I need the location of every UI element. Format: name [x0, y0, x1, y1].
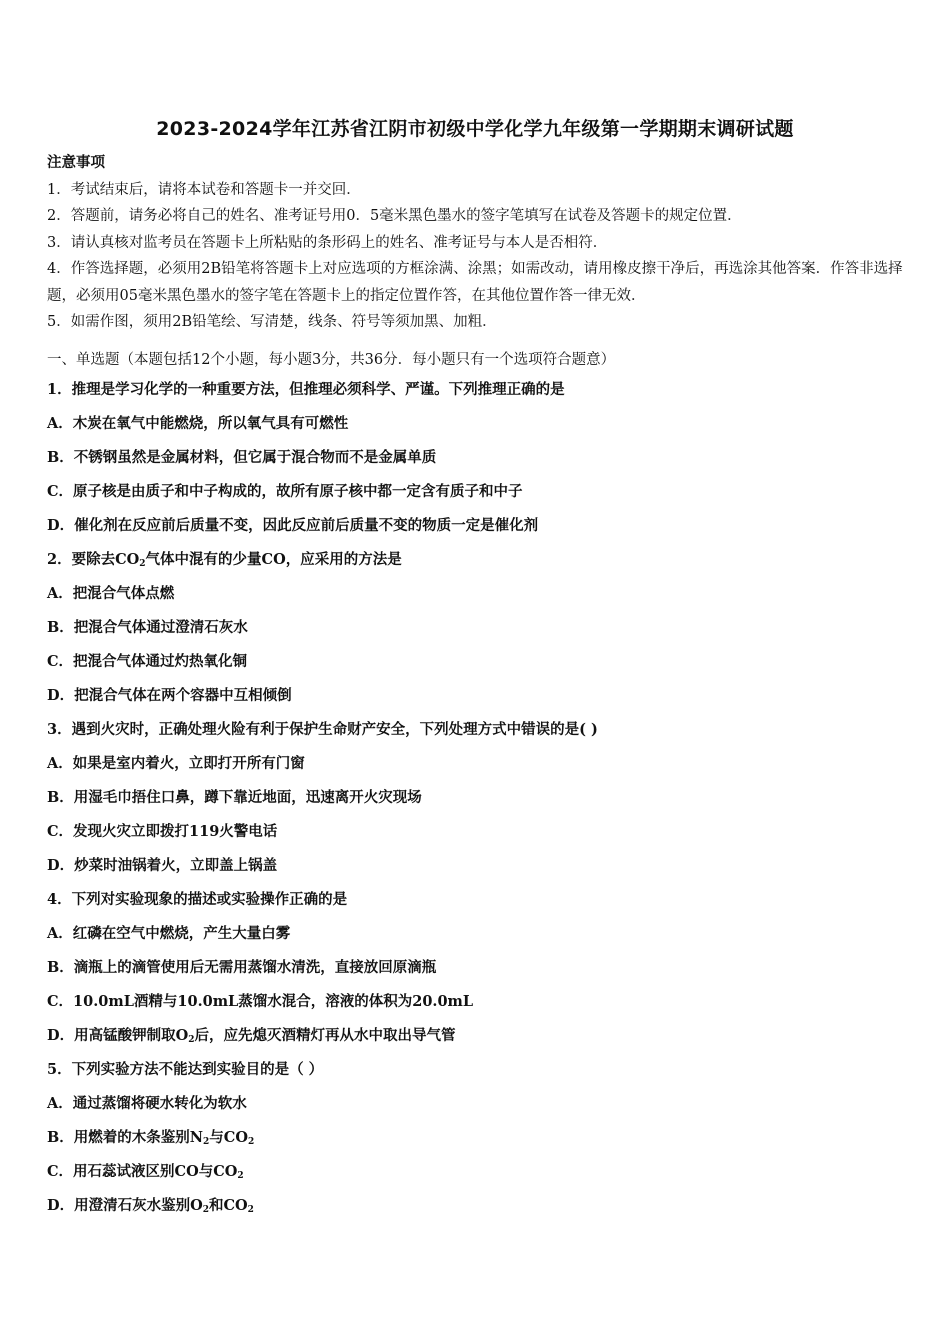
notice-heading: 注意事项: [47, 154, 105, 171]
question-stem: 4．下列对实验现象的描述或实验操作正确的是: [47, 891, 348, 908]
option-b: B．用湿毛巾捂住口鼻，蹲下靠近地面，迅速离开火灾现场: [47, 789, 422, 806]
notice-item: 5．如需作图，须用2B铅笔绘、写清楚，线条、符号等须加黑、加粗．: [47, 314, 497, 330]
option-text: 后，应先熄灭酒精灯再从水中取出导气管: [194, 1027, 456, 1044]
question-stem: 5．下列实验方法不能达到实验目的是（ ）: [47, 1061, 324, 1078]
option-d: D．催化剂在反应前后质量不变，因此反应前后质量不变的物质一定是催化剂: [47, 517, 539, 534]
stem-text: 气体中混有的少量CO，应采用的方法是: [145, 551, 402, 568]
option-c: [47, 1155, 907, 1189]
option-c: C．10.0mL酒精与10.0mL蒸馏水混合，溶液的体积为20.0mL: [47, 993, 474, 1010]
subscript: 2: [203, 1137, 210, 1147]
option-b: B．滴瓶上的滴管使用后无需用蒸馏水清洗，直接放回原滴瓶: [47, 959, 437, 976]
option-c: C．把混合气体通过灼热氧化铜: [47, 653, 248, 670]
option-d: D．把混合气体在两个容器中互相倾倒: [47, 687, 292, 704]
option-d: [47, 1019, 907, 1053]
option-d: D．炒菜时油锅着火，立即盖上锅盖: [47, 857, 278, 874]
subscript: 2: [247, 1205, 254, 1215]
subscript: 2: [139, 559, 146, 569]
option-c: C．发现火灾立即拨打119火警电话: [47, 823, 278, 840]
option-c: C．原子核是由质子和中子构成的，故所有原子核中都一定含有质子和中子: [47, 483, 523, 500]
option-text: D．用高锰酸钾制取O: [47, 1027, 189, 1044]
notice-item: 3．请认真核对监考员在答题卡上所粘贴的条形码上的姓名、准考证号与本人是否相符．: [47, 234, 608, 251]
section-heading: 一、单选题（本题包括12个小题，每小题3分，共36分．每小题只有一个选项符合题意）: [47, 352, 616, 368]
page-title: 2023-2024学年江苏省江阴市初级中学化学九年级第一学期期末调研试题: [156, 118, 794, 140]
notice-item: 1．考试结束后，请将本试卷和答题卡一并交回．: [47, 181, 361, 198]
question-stem: 3．遇到火灾时，正确处理火险有利于保护生命财产安全，下列处理方式中错误的是( ): [47, 721, 598, 738]
subscript: 2: [237, 1171, 244, 1181]
option-b: [47, 1121, 907, 1155]
option-text: 和CO: [208, 1197, 248, 1214]
option-a: A．木炭在氧气中能燃烧，所以氧气具有可燃性: [47, 415, 349, 432]
option-b: B．把混合气体通过澄清石灰水: [47, 619, 248, 636]
stem-text: 2．要除去CO: [47, 551, 140, 568]
question-stem: 1．推理是学习化学的一种重要方法，但推理必须科学、严谨。下列推理正确的是: [47, 381, 565, 398]
option-text: D．用澄清石灰水鉴别O: [47, 1197, 203, 1214]
option-a: A．通过蒸馏将硬水转化为软水: [47, 1095, 247, 1112]
subscript: 2: [247, 1137, 255, 1147]
option-text: 与CO: [209, 1129, 248, 1146]
subscript: 2: [202, 1205, 209, 1215]
notice-block: [47, 150, 907, 336]
question-stem: [47, 543, 907, 577]
option-text: B．用燃着的木条鉴别N: [47, 1129, 204, 1146]
option-text: C．用石蕊试液区别CO与CO: [47, 1163, 238, 1180]
option-b: B．不锈钢虽然是金属材料，但它属于混合物而不是金属单质: [47, 449, 437, 466]
option-d: [47, 1189, 907, 1223]
subscript: 2: [188, 1035, 195, 1045]
single-choice-section: [47, 347, 907, 1223]
notice-item: 4．作答选择题，必须用2B铅笔将答题卡上对应选项的方框涂满、涂黑；如需改动，请用橡皮擦干净后，再选涂其他答案．作答非选择题，必须用05毫米黑色墨水的签字笔在答题卡上的指定位置作答，在其他位置作答一律无效．: [47, 261, 903, 304]
option-a: A．红磷在空气中燃烧，产生大量白雾: [47, 925, 291, 942]
option-a: A．如果是室内着火，立即打开所有门窗: [47, 755, 305, 772]
notice-item: 2．答题前，请务必将自己的姓名、准考证号用0．5毫米黑色墨水的签字笔填写在试卷及答题卡的规定位置．: [47, 208, 742, 224]
option-a: A．把混合气体点燃: [47, 585, 175, 602]
